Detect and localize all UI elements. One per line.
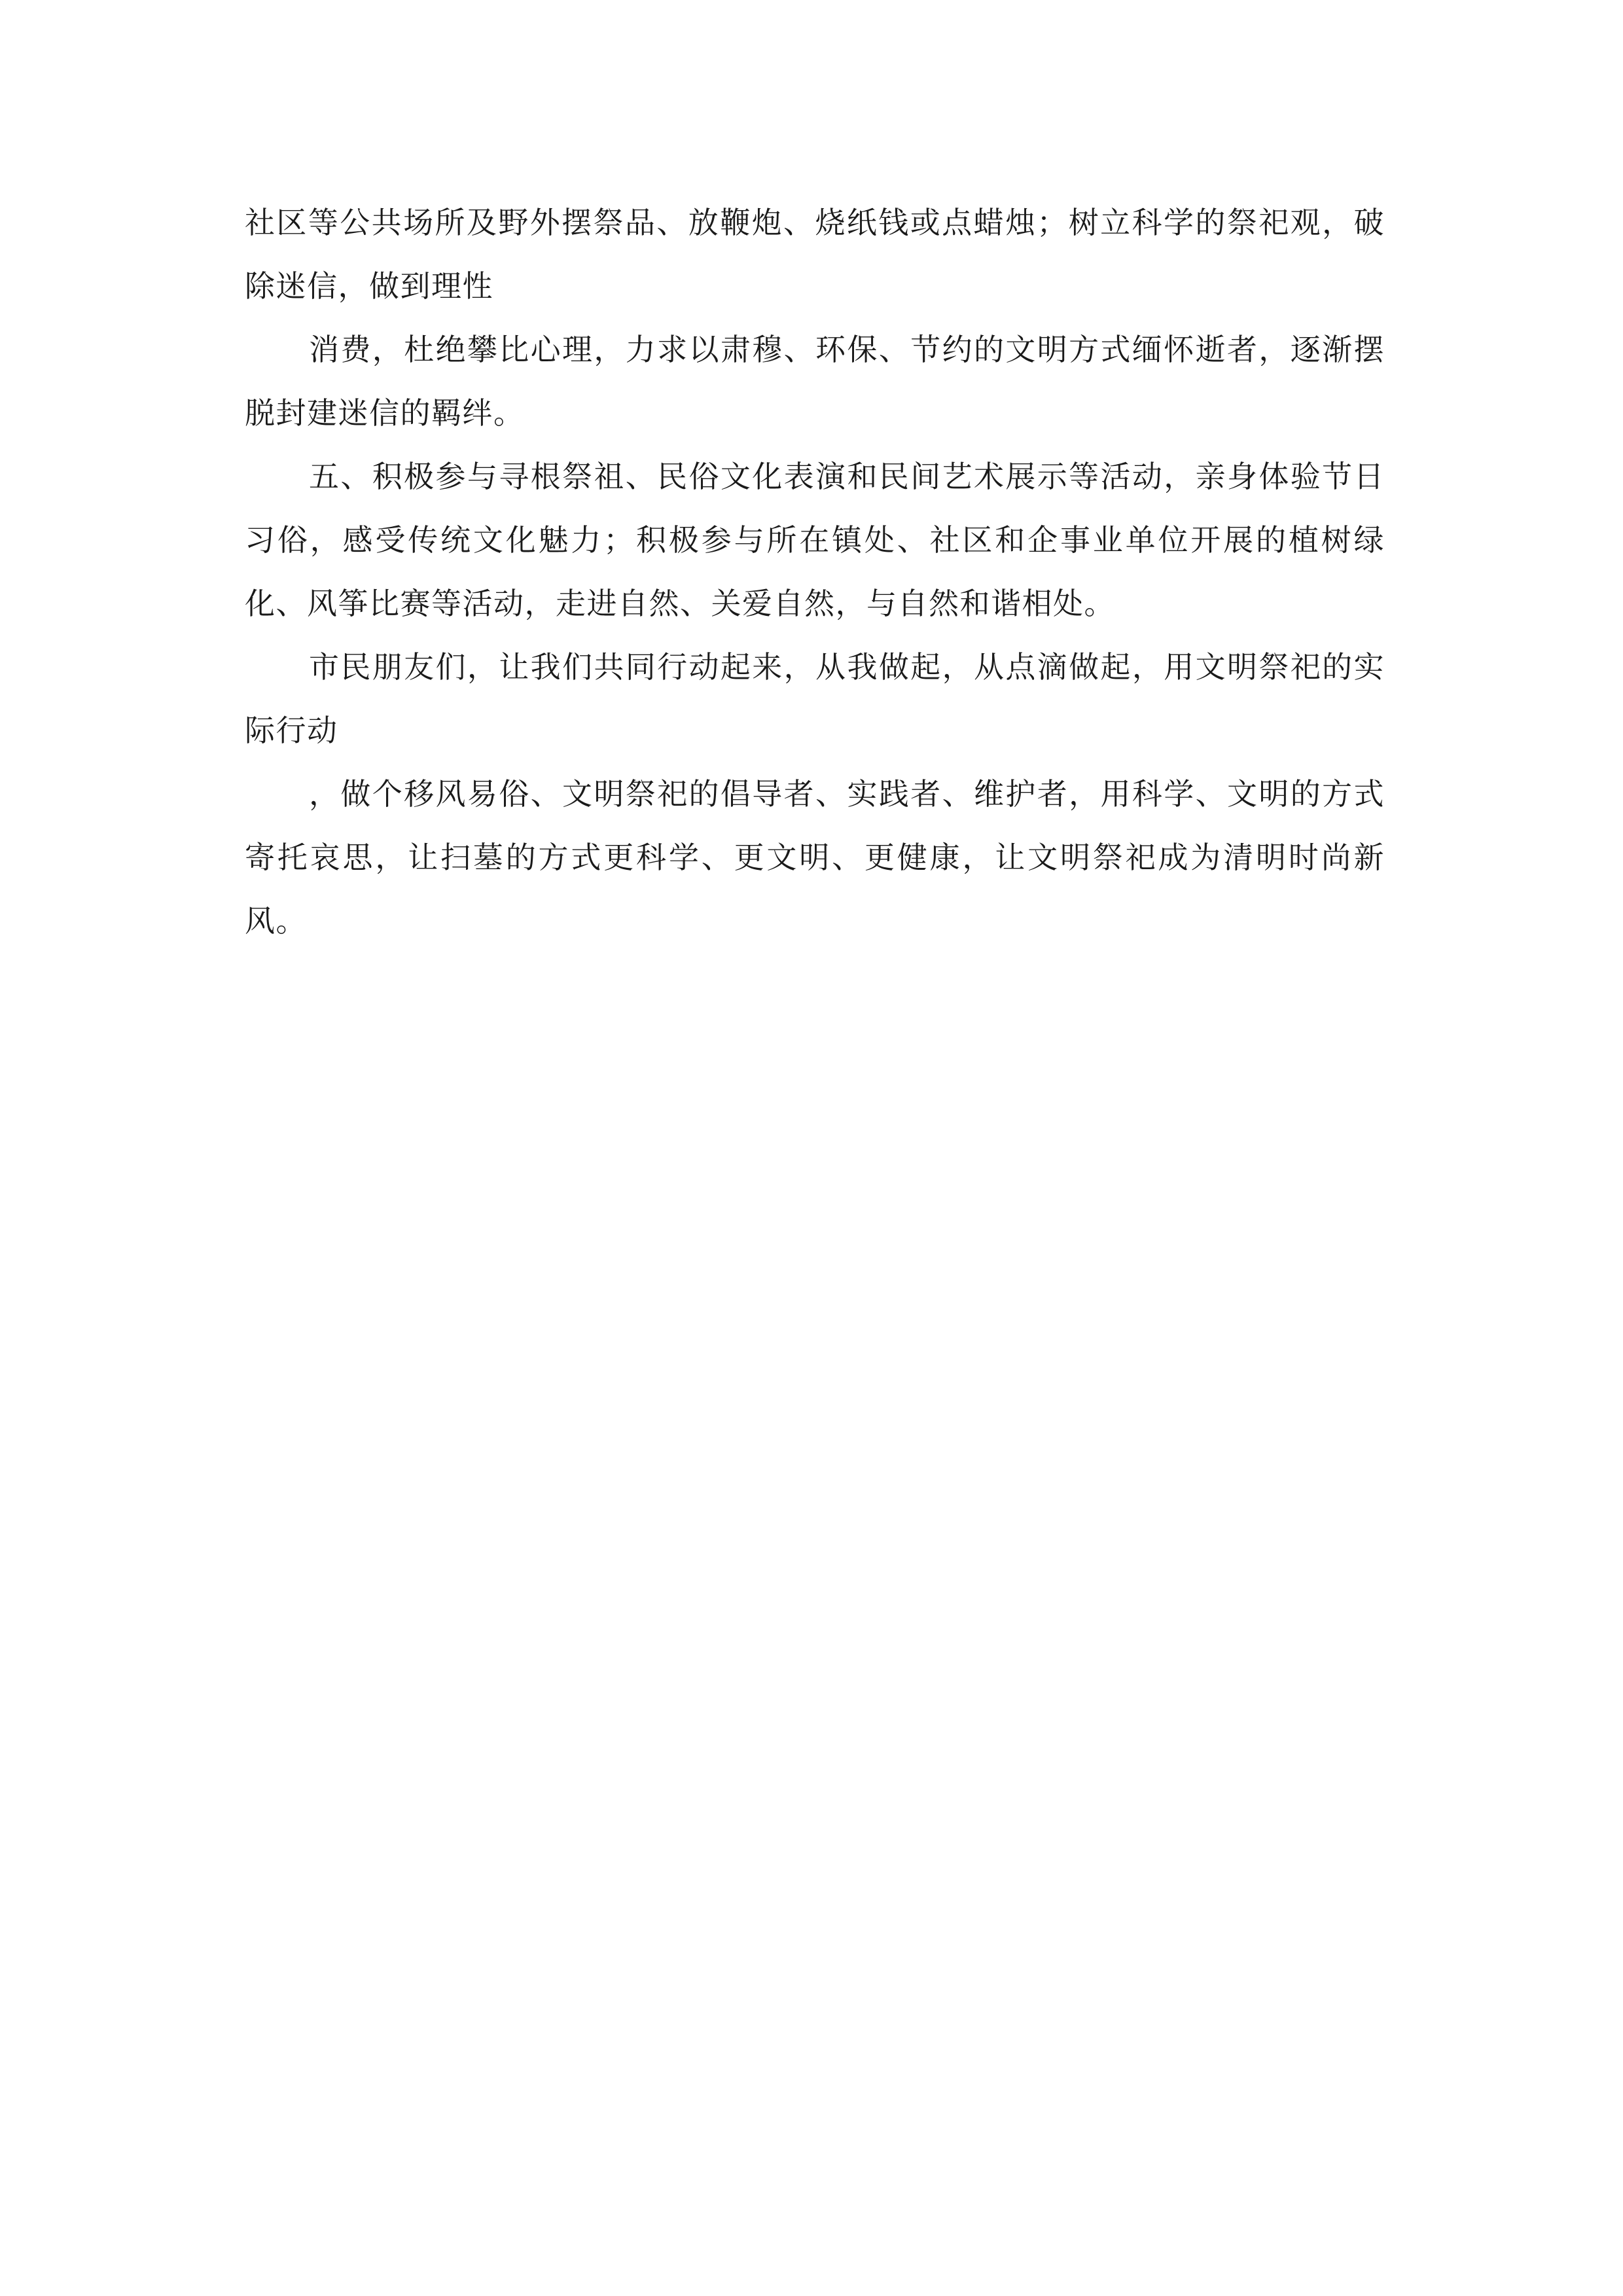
document-body [245,191,1385,953]
paragraph-5: ，做个移风易俗、文明祭祀的倡导者、实践者、维护者，用科学、文明的方式寄托哀思，让扫墓的方式更科学、更文明、更健康，让文明祭祀成为清明时尚新风。 [245,776,1385,939]
paragraph-1: 社区等公共场所及野外摆祭品、放鞭炮、烧纸钱或点蜡烛；树立科学的祭祀观，破除迷信，做到理性 [245,205,1385,304]
paragraph-3: 五、积极参与寻根祭祖、民俗文化表演和民间艺术展示等活动，亲身体验节日习俗，感受传统文化魅力；积极参与所在镇处、社区和企事业单位开展的植树绿化、风筝比赛等活动，走进自然、关爱自然，与自然和谐相处。 [245,459,1385,621]
paragraph-2: 消费，杜绝攀比心理，力求以肃穆、环保、节约的文明方式缅怀逝者，逐渐摆脱封建迷信的羁绊。 [245,332,1385,431]
paragraph-4: 市民朋友们，让我们共同行动起来，从我做起，从点滴做起，用文明祭祀的实际行动 [245,649,1385,748]
